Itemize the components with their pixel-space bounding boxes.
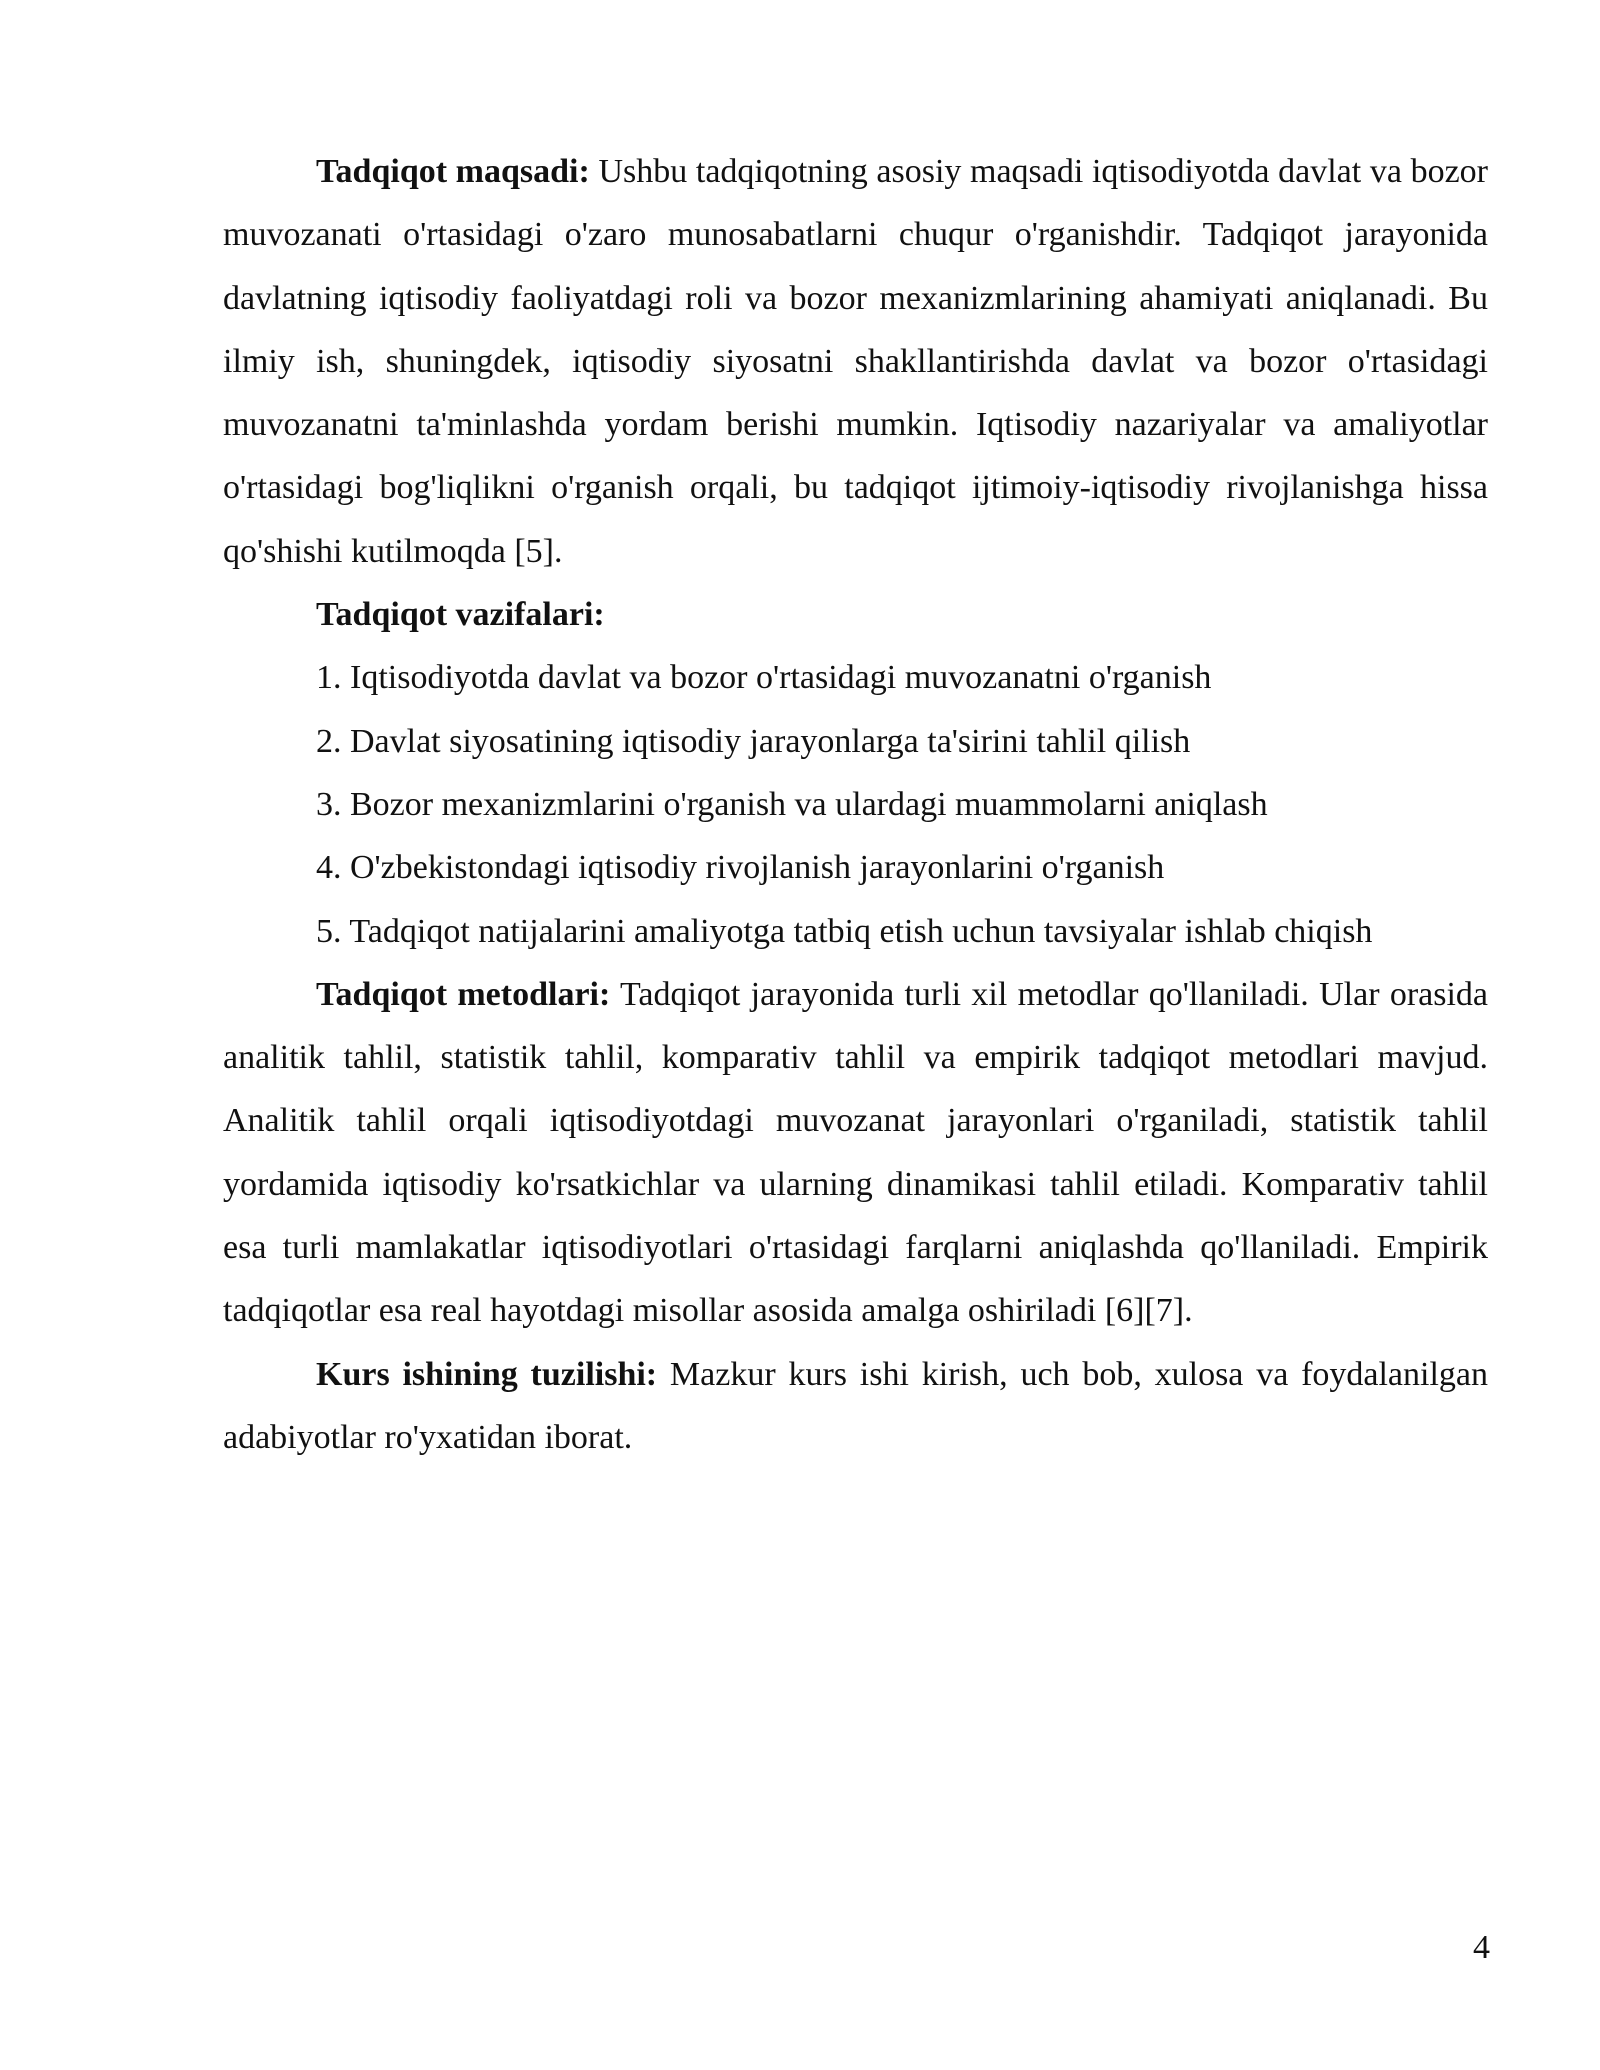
aim-text: Ushbu tadqiqotning asosiy maqsadi iqtisodiyotda davlat va bozor muvozanati o'rtasidagi o'zaro munosabatlarni chuqur o'rganishdir. Tadqiqot jarayonida davlatning iqtisodiy faoliyatdagi roli va bozor mexanizmlarining ahamiyati aniqlanadi. Bu ilmiy ish, shuningdek, iqtisodiy siyosatni shakllantirishda davlat va bozor o'rtasidagi muvozanatni ta'minlashda yordam berishi mumkin. Iqtisodiy nazariyalar va amaliyotlar o'rtasidagi bog'liqlikni o'rganish orqali, bu tadqiqot ijtimoiy-iqtisodiy rivojlanishga hissa qo'shishi kutilmoqda [5].	[223, 153, 1488, 570]
structure-paragraph	[223, 1343, 1488, 1470]
task-item: 2. Davlat siyosatining iqtisodiy jarayonlarga ta'sirini tahlil qilish	[316, 722, 1191, 760]
tasks-list	[223, 646, 1488, 962]
structure-text: Mazkur kurs ishi kirish, uch bob, xulosa va foydalanilgan adabiyotlar ro'yxatidan iborat.	[223, 1355, 1489, 1456]
task-item: 5. Tadqiqot natijalarini amaliyotga tatbiq etish uchun tavsiyalar ishlab chiqish	[316, 912, 1373, 950]
tasks-label: Tadqiqot vazifalari:	[316, 596, 605, 634]
tasks-heading	[223, 583, 1488, 646]
methods-paragraph	[223, 963, 1488, 1343]
methods-text: Tadqiqot jarayonida turli xil metodlar qo'llaniladi. Ular orasida analitik tahlil, statistik tahlil, komparativ tahlil va empirik tadqiqot metodlari mavjud. Analitik tahlil orqali iqtisodiyotdagi muvozanat jarayonlari o'rganiladi, statistik tahlil yordamida iqtisodiy ko'rsatkichlar va ularning dinamikasi tahlil etiladi. Komparativ tahlil esa turli mamlakatlar iqtisodiyotlari o'rtasidagi farqlarni aniqlashda qo'llaniladi. Empirik tadqiqotlar esa real hayotdagi misollar asosida amalga oshiriladi [6][7].	[223, 975, 1488, 1330]
page-content	[223, 140, 1488, 1469]
aim-paragraph	[223, 140, 1488, 583]
task-item: 4. O'zbekistondagi iqtisodiy rivojlanish jarayonlarini o'rganish	[316, 849, 1165, 887]
task-item: 3. Bozor mexanizmlarini o'rganish va ulardagi muammolarni aniqlash	[316, 785, 1268, 823]
task-item: 1. Iqtisodiyotda davlat va bozor o'rtasidagi muvozanatni o'rganish	[316, 659, 1212, 697]
methods-label: Tadqiqot metodlari:	[316, 975, 611, 1013]
structure-label: Kurs ishining tuzilishi:	[316, 1355, 658, 1393]
page-number: 4	[1473, 1929, 1490, 1966]
aim-label: Tadqiqot maqsadi:	[316, 153, 590, 190]
